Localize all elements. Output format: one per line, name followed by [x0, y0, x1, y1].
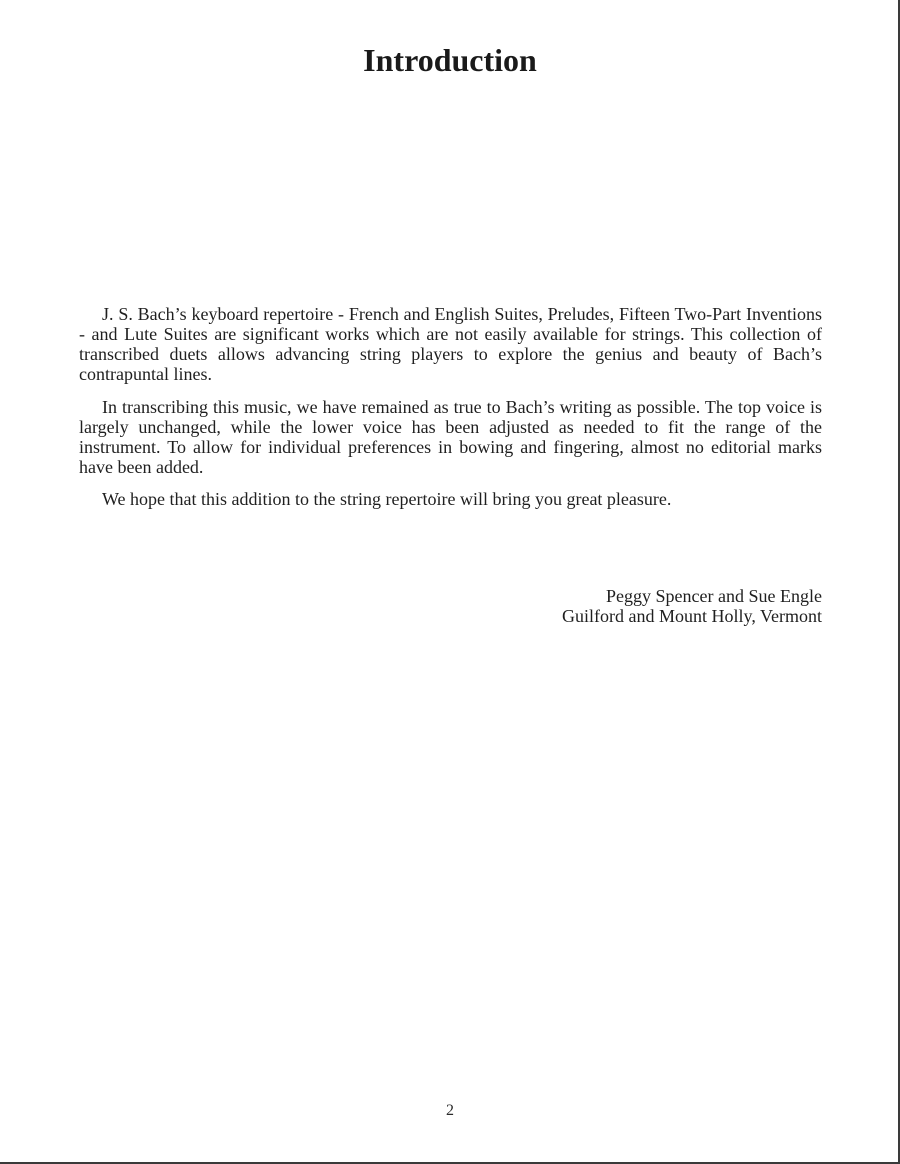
signature-location: Guilford and Mount Holly, Vermont	[562, 606, 822, 626]
page-title: Introduction	[363, 42, 537, 78]
intro-paragraph-2: In transcribing this music, we have remained as true to Bach’s writing as possible. The top voice is largely unchanged, while the lower voice has been adjusted as needed to fit the range of the instrument. To allow for individual preferences in bowing and fingering, almost no editorial marks have been added.	[79, 397, 822, 477]
signature-block	[562, 586, 822, 626]
intro-paragraph-1: J. S. Bach’s keyboard repertoire - French and English Suites, Preludes, Fifteen Two-Part Inventions - and Lute Suites are significant works which are not easily available for strings. This collection of transcribed duets allows advancing string players to explore the genius and beauty of Bach’s contrapuntal lines.	[79, 304, 822, 384]
page-number: 2	[446, 1102, 454, 1119]
intro-paragraph-3: We hope that this addition to the string repertoire will bring you great pleasure.	[102, 489, 672, 509]
signature-authors: Peggy Spencer and Sue Engle	[606, 586, 822, 606]
